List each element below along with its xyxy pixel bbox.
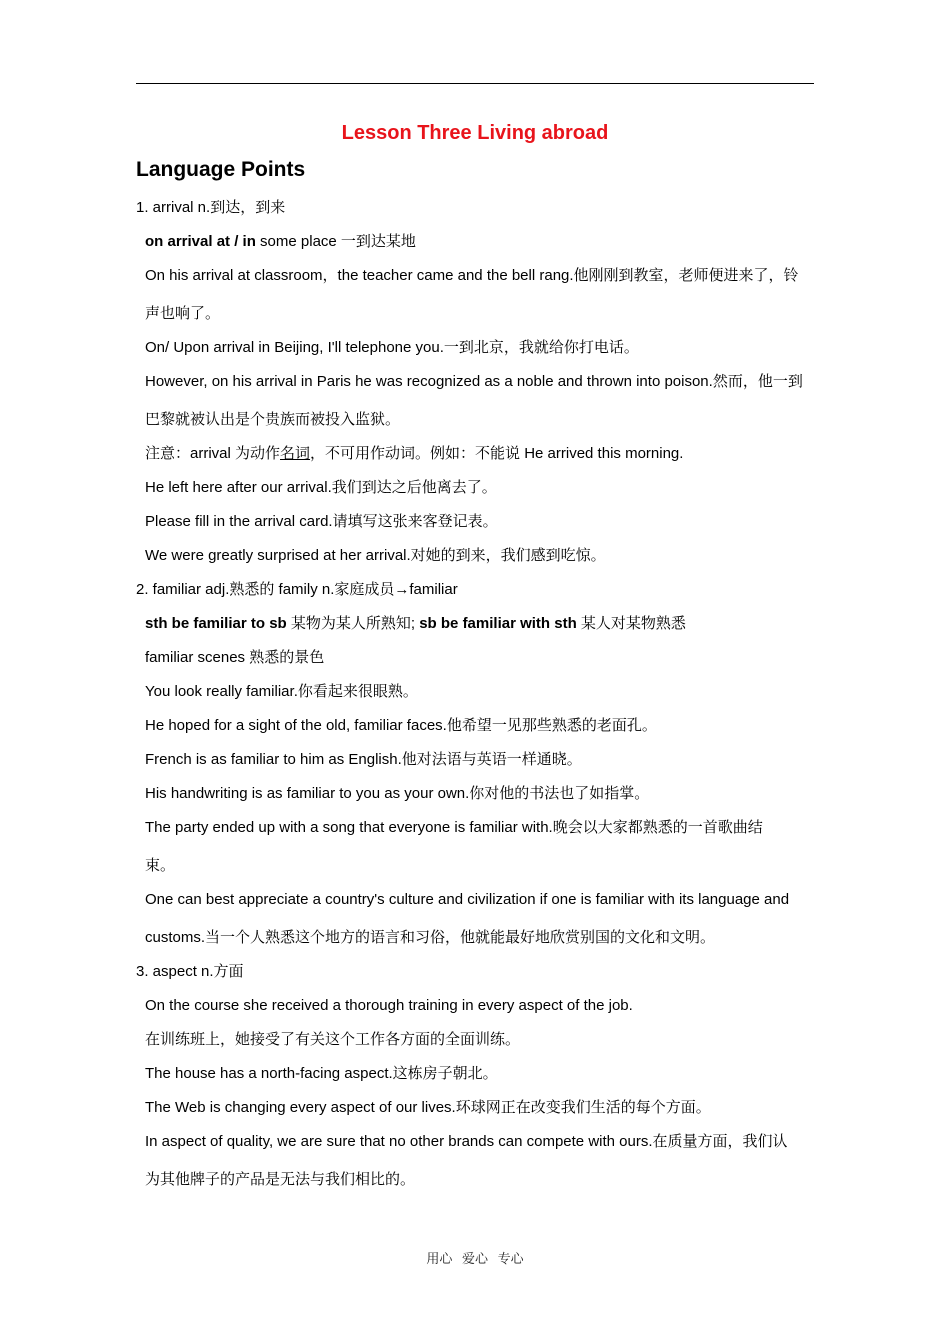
example-line: 巴黎就被认出是个贵族而被投入监狱。 <box>145 411 401 428</box>
example-line: We were greatly surprised at her arrival.对她的到来，我们感到吃惊。 <box>145 547 606 564</box>
lesson-title: Lesson Three Living abroad <box>341 122 609 144</box>
footer-word: 爱心 <box>461 1251 488 1266</box>
phrase-line <box>136 229 820 263</box>
page-footer <box>0 1248 950 1267</box>
point-2-heading: 2. familiar adj.熟悉的 family n.家庭成员→familiar <box>136 581 458 598</box>
footer-word: 用心 <box>426 1251 453 1266</box>
example-line: In aspect of quality, we are sure that no other brands can compete with ours.在质量方面，我们认 <box>145 1133 788 1150</box>
example-line: He hoped for a sight of the old, familiar faces.他希望一见那些熟悉的老面孔。 <box>145 717 657 734</box>
example-line: customs.当一个人熟悉这个地方的语言和习俗，他就能最好地欣赏别国的文化和文明。 <box>145 929 716 946</box>
example-line: On the course she received a thorough training in every aspect of the job. <box>145 997 633 1014</box>
example-line: His handwriting is as familiar to you as your own.你对他的书法也了如指掌。 <box>145 785 650 802</box>
example-line: You look really familiar.你看起来很眼熟。 <box>145 683 418 700</box>
example-line: familiar scenes 熟悉的景色 <box>145 649 325 666</box>
phrase-bold: sb be familiar with sth <box>419 615 577 632</box>
example-line: The house has a north-facing aspect.这栋房子朝北。 <box>145 1065 498 1082</box>
example-line: The party ended up with a song that everyone is familiar with.晚会以大家都熟悉的一首歌曲结 <box>145 819 763 836</box>
note-text: 注意：arrival 为动作 <box>145 445 281 462</box>
example-line: 为其他牌子的产品是无法与我们相比的。 <box>145 1171 416 1188</box>
example-line: However, on his arrival in Paris he was recognized as a noble and thrown into poison.然而，他一到 <box>145 373 803 390</box>
section-heading: Language Points <box>136 158 306 181</box>
phrase-bold: on arrival at / in <box>145 233 256 250</box>
phrase-text: 某人对某物熟悉 <box>576 615 686 632</box>
example-line: On/ Upon arrival in Beijing, I'll telephone you.一到北京，我就给你打电话。 <box>145 339 639 356</box>
phrase-bold: sth be familiar to sb <box>145 615 287 632</box>
header-rule <box>136 83 814 84</box>
point-1-heading: 1. arrival n.到达，到来 <box>136 199 286 216</box>
example-line: One can best appreciate a country's culture and civilization if one is familiar with its language and <box>145 891 790 908</box>
point-3-heading: 3. aspect n.方面 <box>136 963 244 980</box>
phrase-text: 某物为某人所熟知; <box>286 615 420 632</box>
footer-word: 专心 <box>497 1251 524 1266</box>
example-line: On his arrival at classroom，the teacher came and the bell rang.他刚刚到教室，老师便进来了，铃 <box>145 267 799 284</box>
example-line: He left here after our arrival.我们到达之后他离去了。 <box>145 479 497 496</box>
example-line: 声也响了。 <box>145 305 221 322</box>
document-body <box>136 195 820 1201</box>
example-line: The Web is changing every aspect of our lives.环球网正在改变我们生活的每个方面。 <box>145 1099 711 1116</box>
example-line: 在训练班上，她接受了有关这个工作各方面的全面训练。 <box>145 1031 521 1048</box>
example-line: French is as familiar to him as English.他对法语与英语一样通晓。 <box>145 751 582 768</box>
phrase-line <box>136 611 820 645</box>
note-line <box>136 441 820 475</box>
note-underlined: 名词 <box>280 445 311 462</box>
phrase-text: some place 一到达某地 <box>255 233 416 250</box>
example-line: 束。 <box>145 857 176 874</box>
example-line: Please fill in the arrival card.请填写这张来客登记表。 <box>145 513 498 530</box>
note-text: ，不可用作动词。例如：不能说 He arrived this morning. <box>310 445 684 462</box>
